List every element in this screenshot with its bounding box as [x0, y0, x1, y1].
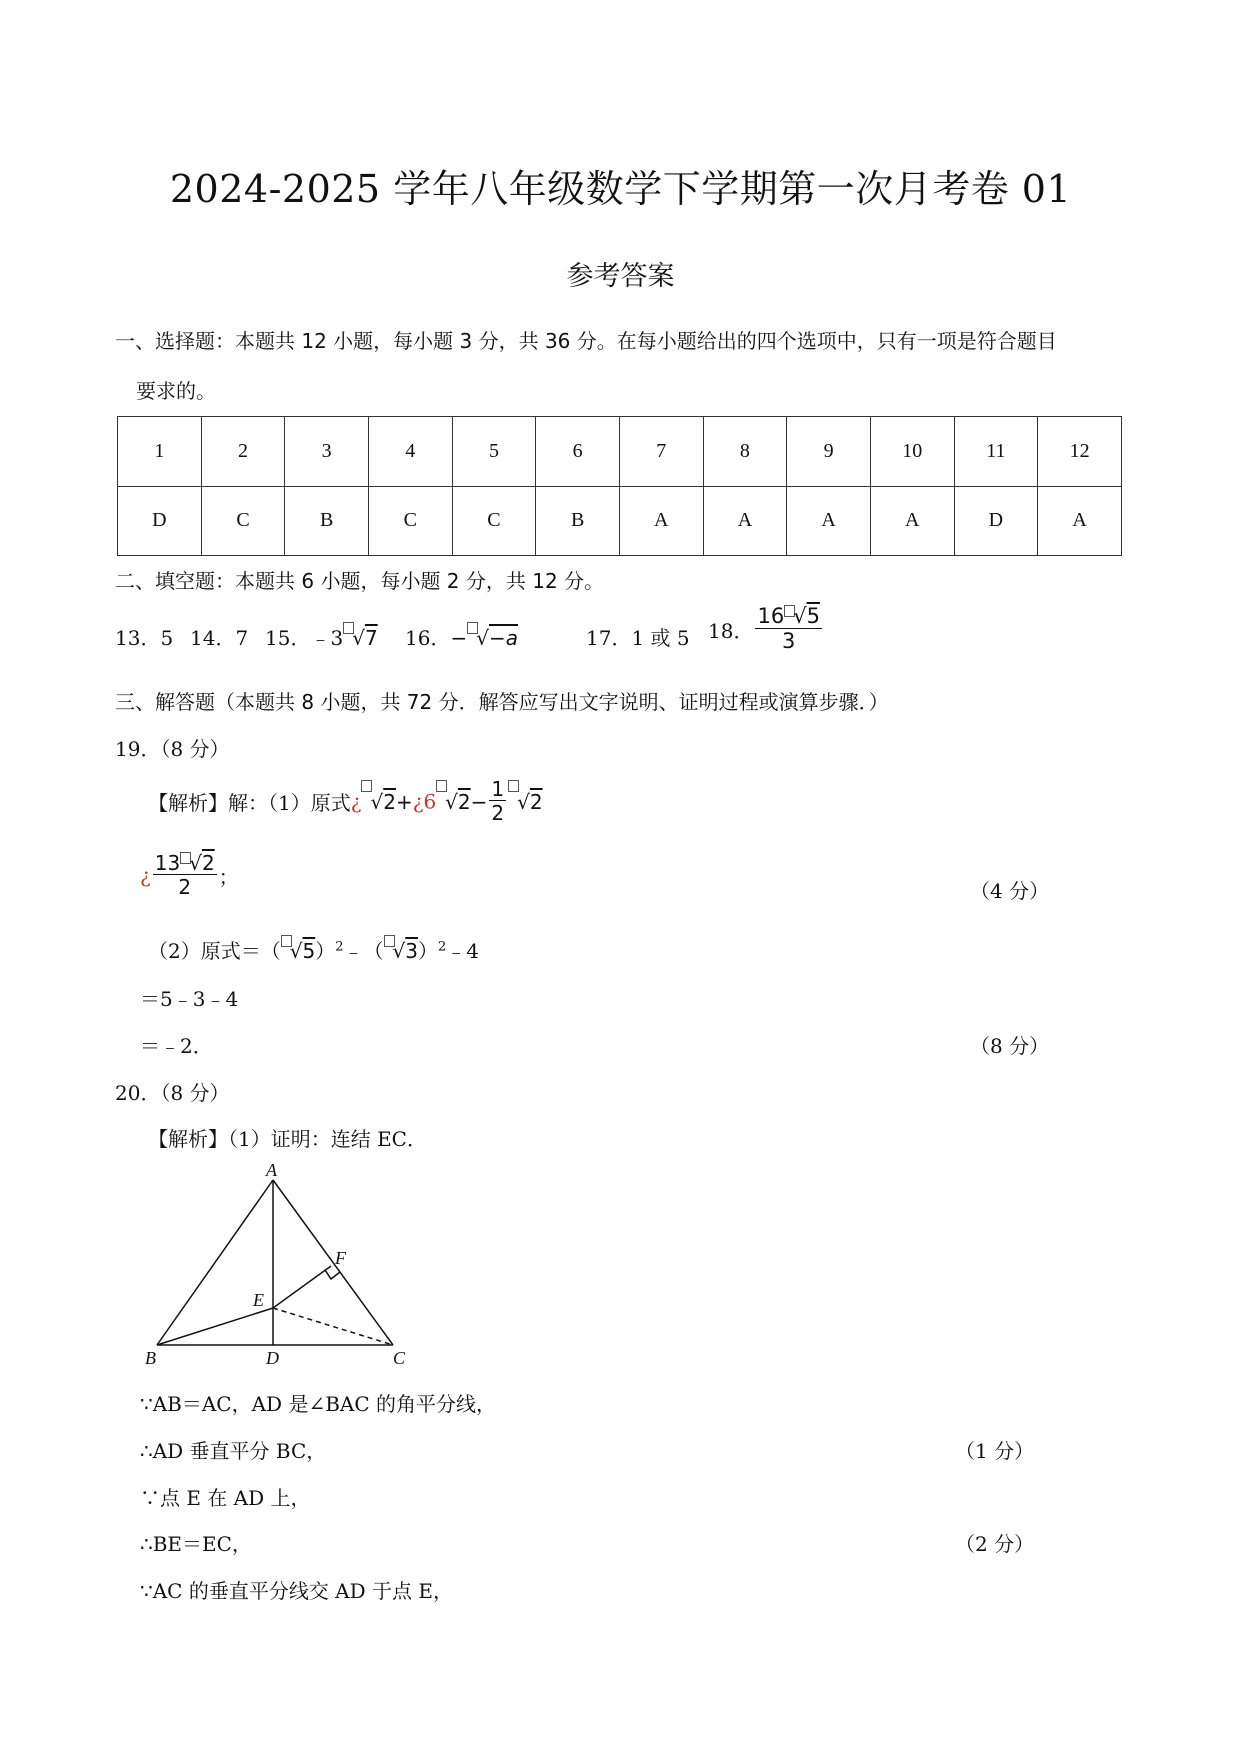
q20-line5: ∴BE＝EC，	[140, 1532, 252, 1556]
q19-line1-b: ¿6	[412, 789, 437, 814]
table-cell-answer: A	[703, 486, 787, 556]
answer-q18	[708, 605, 824, 654]
q19-result-num: 13	[154, 851, 181, 875]
triangle-figure	[145, 1160, 435, 1370]
q19-result-fraction	[153, 852, 217, 899]
q19-rad2: 2	[457, 789, 471, 814]
table-cell-number: 7	[619, 417, 703, 487]
q20-line6: ∵AC 的垂直平分线交 AD 于点 E，	[140, 1579, 453, 1603]
answer-table	[117, 416, 1122, 556]
page-title: 2024-2025 学年八年级数学下学期第一次月考卷 01	[169, 167, 1072, 211]
q19-line2-end: ；	[218, 865, 239, 889]
table-cell-answer: D	[954, 486, 1038, 556]
q19-line3-mid: ）	[315, 939, 336, 963]
q18-fraction	[755, 605, 822, 654]
q18-radicand: 5	[806, 604, 820, 628]
table-cell-answer: C	[201, 486, 285, 556]
label-b: B	[145, 1348, 156, 1368]
answer-q16	[405, 622, 518, 651]
section1-heading: 一、选择题：本题共 12 小题，每小题 3 分，共 36 分。在每小题给出的四个选项中，只有一项是符合题目	[115, 329, 1057, 353]
q19-line1-a: ¿	[350, 789, 362, 814]
segment-ef	[273, 1266, 331, 1308]
segment-ec-dashed	[273, 1308, 393, 1345]
table-cell-answer: B	[285, 486, 369, 556]
sqrt-icon: √	[445, 789, 458, 814]
q19-score1: （4 分）	[970, 879, 1050, 903]
table-cell-number: 1	[118, 417, 202, 487]
q19-line3-start: （2）原式＝（	[148, 939, 281, 963]
label-a: A	[266, 1160, 277, 1180]
label-e: E	[253, 1290, 264, 1310]
table-row-numbers	[118, 417, 1122, 487]
sqrt-icon: √	[517, 789, 530, 814]
answer-q17: 17．1 或 5	[586, 626, 690, 650]
table-cell-number: 5	[452, 417, 536, 487]
q19-line3-sup: 2	[335, 939, 344, 955]
q19-line2-a: ¿	[140, 863, 151, 888]
table-cell-number: 10	[870, 417, 954, 487]
label-d: D	[266, 1348, 279, 1368]
table-cell-number: 4	[368, 417, 452, 487]
q19-line1	[148, 778, 543, 825]
q19-rad1: 2	[383, 789, 396, 814]
q19-line5: ＝﹣2．	[140, 1034, 213, 1058]
q15-label: 15．	[265, 626, 311, 650]
segment-be	[157, 1308, 273, 1345]
answer-q13: 13．5	[115, 626, 174, 650]
q19-line3-sup2: 2	[437, 939, 447, 955]
table-cell-number: 12	[1038, 417, 1122, 487]
q19-line3-rad2: 3	[405, 939, 418, 963]
q19-line1-prefix: 【解析】解：（1）原式	[148, 791, 351, 815]
q16-value: −	[450, 626, 468, 650]
q15-value: ﹣3	[310, 626, 344, 650]
table-cell-answer: A	[787, 486, 871, 556]
q18-denominator: 3	[782, 629, 796, 654]
table-cell-number: 9	[787, 417, 871, 487]
sqrt-icon: √	[189, 851, 202, 875]
table-cell-answer: C	[368, 486, 452, 556]
table-cell-answer: B	[536, 486, 620, 556]
section1-heading-cont: 要求的。	[136, 379, 216, 403]
sqrt-icon: √	[793, 604, 807, 628]
table-cell-answer: A	[1038, 486, 1122, 556]
q19-label: 19．（8 分）	[115, 737, 230, 761]
right-angle-mark	[325, 1270, 340, 1279]
q19-line4: ＝5﹣3﹣4	[140, 987, 239, 1011]
edge-ab	[157, 1180, 273, 1345]
q20-score1: （1 分）	[955, 1439, 1035, 1463]
sqrt-icon: √	[289, 939, 303, 963]
table-cell-number: 8	[703, 417, 787, 487]
table-cell-answer: A	[870, 486, 954, 556]
q19-line3	[148, 935, 479, 964]
label-c: C	[393, 1348, 406, 1368]
q19-line3-mid2: ﹣（	[343, 939, 384, 963]
q15-radicand: 7	[364, 626, 378, 650]
q20-line2: ∵AB＝AC，AD 是∠BAC 的角平分线，	[140, 1392, 497, 1416]
q19-result-den: 2	[178, 875, 192, 899]
q19-minus: −	[470, 789, 488, 814]
q19-plus: +	[395, 789, 413, 814]
q19-score2: （8 分）	[970, 1034, 1050, 1058]
section3-heading: 三、解答题（本题共 8 小题，共 72 分．解答应写出文字说明、证明过程或演算步骤．）	[115, 690, 889, 714]
answer-q15	[265, 622, 378, 651]
answer-q14: 14．7	[190, 626, 249, 650]
table-cell-number: 3	[285, 417, 369, 487]
table-cell-number: 11	[954, 417, 1038, 487]
q19-line3-tail: ﹣4	[446, 939, 479, 963]
q18-label: 18．	[708, 619, 754, 644]
section2-heading: 二、填空题：本题共 6 小题，每小题 2 分，共 12 分。	[115, 569, 605, 593]
q19-rad3: 2	[529, 789, 543, 814]
q19-result-rad: 2	[201, 851, 215, 875]
q20-line3: ∴AD 垂直平分 BC，	[140, 1439, 327, 1463]
table-cell-number: 2	[201, 417, 285, 487]
table-row-answers	[118, 486, 1122, 556]
page-subtitle: 参考答案	[566, 261, 675, 292]
q20-score2: （2 分）	[955, 1532, 1035, 1556]
q20-line4: ∵点 E 在 AD 上，	[140, 1486, 311, 1510]
sqrt-icon: √	[370, 789, 384, 814]
q18-numerator: 16	[757, 604, 785, 628]
q19-half-fraction	[489, 778, 506, 825]
q19-line3-end: ）	[417, 939, 438, 963]
sqrt-icon: √	[392, 939, 406, 963]
q16-radicand: −a	[488, 626, 518, 650]
edge-ac	[273, 1180, 393, 1345]
label-f: F	[335, 1248, 346, 1268]
table-cell-answer: C	[452, 486, 536, 556]
table-cell-answer: D	[118, 486, 202, 556]
q19-half-num: 1	[491, 777, 505, 801]
q16-label: 16．	[405, 626, 451, 650]
q20-line1: 【解析】（1）证明：连结 EC．	[148, 1127, 427, 1151]
sqrt-icon: √	[476, 626, 489, 650]
sqrt-icon: √	[352, 626, 365, 650]
q20-label: 20．（8 分）	[115, 1081, 230, 1105]
q19-line2	[140, 852, 239, 899]
q19-half-den: 2	[491, 801, 505, 825]
table-cell-number: 6	[536, 417, 620, 487]
q19-line3-rad1: 5	[302, 939, 316, 963]
table-cell-answer: A	[619, 486, 703, 556]
